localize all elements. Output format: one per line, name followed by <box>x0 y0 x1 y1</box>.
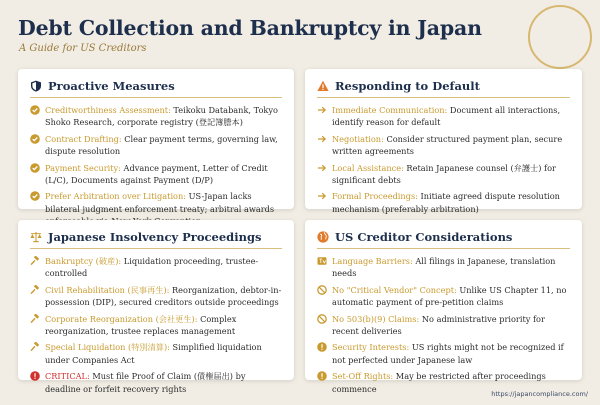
exclamation-circle-icon <box>317 342 327 352</box>
decorative-ring <box>528 5 592 69</box>
item-text: All filings in Japanese, translation needs <box>332 256 556 279</box>
gavel-icon <box>30 256 40 266</box>
check-circle-icon <box>30 134 40 144</box>
list-item <box>317 162 570 187</box>
arrow-right-icon <box>317 191 327 201</box>
warning-icon <box>317 80 329 92</box>
card-header <box>30 79 282 98</box>
item-text: Teikoku Databank, Tokyo Shoko Research, corporate registry (登記簿謄本) <box>45 105 278 128</box>
list-item <box>30 104 282 129</box>
arrow-right-icon <box>317 105 327 115</box>
item-text: Clear payment terms, governing law, dispute resolution <box>45 133 278 157</box>
gavel-icon <box>30 314 40 324</box>
list-item <box>317 104 570 129</box>
item-text: Initiate agreed dispute resolution mechanism (preferably arbitration) <box>332 191 560 214</box>
check-circle-icon <box>30 163 40 173</box>
item-text: Liquidation proceeding, trustee-controlled <box>45 256 259 279</box>
item-key: No "Critical Vendor" Concept: <box>332 284 457 295</box>
list-item <box>317 133 570 158</box>
card-title: US Creditor Considerations <box>335 230 513 244</box>
item-key: Corporate Reorganization (会社更生): <box>45 313 198 324</box>
ban-icon <box>317 285 327 295</box>
footer-url-link[interactable]: https://japancompliance.com/ <box>491 390 588 398</box>
check-circle-icon <box>30 191 40 201</box>
list-item <box>317 190 570 215</box>
arrow-right-icon <box>317 163 327 173</box>
item-key: No 503(b)(9) Claims: <box>332 313 420 324</box>
item-key: Security Interests: <box>332 342 410 353</box>
list-item <box>30 341 282 366</box>
card-title: Proactive Measures <box>48 79 175 93</box>
item-key: Special Liquidation (特別清算): <box>45 342 170 353</box>
page-subtitle: A Guide for US Creditors <box>19 43 147 54</box>
item-key: Immediate Communication: <box>332 105 448 115</box>
item-text: Advance payment, Letter of Credit (L/C), Documents against Payment (D/P) <box>45 162 268 186</box>
card-title: Responding to Default <box>335 79 480 93</box>
item-text: May be restricted after proceedings commence <box>332 371 546 394</box>
item-key: Contract Drafting: <box>45 133 122 144</box>
list-item <box>317 313 570 338</box>
card-title: Japanese Insolvency Proceedings <box>48 230 262 244</box>
shield-icon <box>30 80 42 92</box>
list-item <box>30 284 282 309</box>
page-title: Debt Collection and Bankruptcy in Japan <box>18 16 482 40</box>
item-key: Bankruptcy (破産): <box>45 256 122 266</box>
card-header <box>30 230 282 249</box>
balance-scale-icon <box>30 231 42 243</box>
list-item <box>317 284 570 309</box>
item-text: Consider structured payment plan, secure written agreements <box>332 133 563 157</box>
item-key: Negotiation: <box>332 133 384 144</box>
item-text: Retain Japanese counsel (弁護士) for significant debts <box>332 162 556 186</box>
item-text: No administrative priority for recent deliveries <box>332 313 545 337</box>
list-item <box>30 162 282 187</box>
item-key: Language Barriers: <box>332 256 413 266</box>
item-key: Civil Rehabilitation (民事再生): <box>45 284 170 295</box>
item-key: Prefer Arbitration over Litigation: <box>45 191 187 202</box>
card-us-creditor-considerations <box>305 220 582 394</box>
item-text: Must file Proof of Claim (債権届出) by deadline or forfeit recovery rights <box>45 371 246 394</box>
exclamation-circle-icon <box>317 371 327 381</box>
card-proactive-measures <box>18 69 294 214</box>
item-text: Unlike US Chapter 11, no automatic payment of pre-petition claims <box>332 284 567 308</box>
card-responding-to-default <box>305 69 582 214</box>
list-item-critical <box>30 370 282 395</box>
arrow-right-icon <box>317 134 327 144</box>
item-key: Set-Off Rights: <box>332 371 394 382</box>
check-circle-icon <box>30 105 40 115</box>
item-key: Formal Proceedings: <box>332 191 418 202</box>
card-header <box>317 79 570 98</box>
item-text: Reorganization, debtor-in-possession (DIP), secured creditors outside proceedings <box>45 284 282 308</box>
list-item <box>30 133 282 158</box>
alert-circle-icon <box>30 371 40 381</box>
item-text: US-Japan lacks bilateral judgment enforcement treaty; arbitral awards <box>45 191 275 214</box>
list-item <box>30 313 282 338</box>
card-japanese-insolvency <box>18 220 294 394</box>
item-text: Document all interactions, identify reason for default <box>332 105 561 128</box>
globe-icon <box>317 231 329 243</box>
item-text: US rights might not be recognized if not perfected under Japanese law <box>332 342 564 365</box>
list-item <box>317 341 570 366</box>
ban-icon <box>317 314 327 324</box>
item-text: Simplified liquidation under Companies Act <box>45 342 262 365</box>
item-key: Creditworthiness Assessment: <box>45 105 171 115</box>
gavel-icon <box>30 342 40 352</box>
list-item <box>317 255 570 280</box>
item-text: Complex reorganization, trustee replaces management <box>45 313 237 337</box>
list-item <box>30 255 282 280</box>
language-icon <box>317 256 327 266</box>
card-header <box>317 230 570 249</box>
item-key: CRITICAL: <box>45 371 90 382</box>
item-key: Payment Security: <box>45 162 121 173</box>
gavel-icon <box>30 285 40 295</box>
item-key: Local Assistance: <box>332 162 404 173</box>
